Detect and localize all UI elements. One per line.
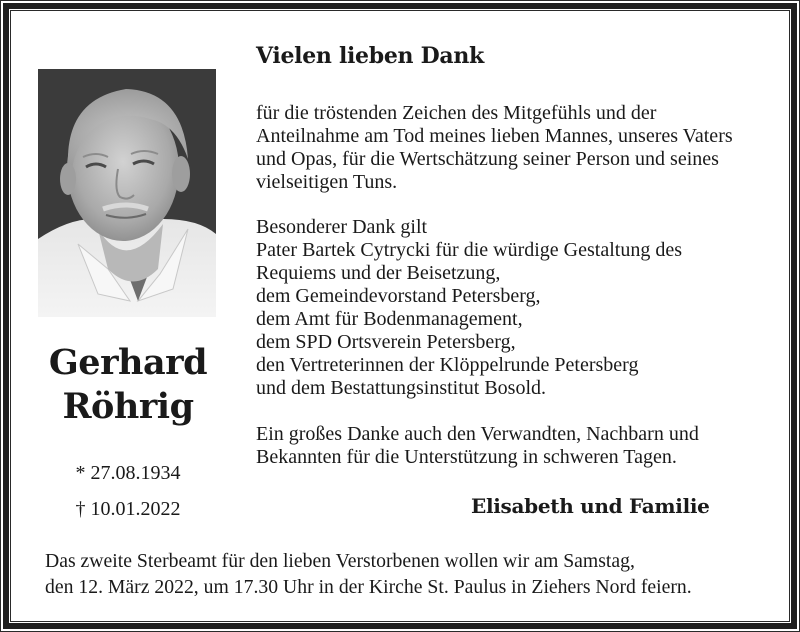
paragraph-line: für die tröstenden Zeichen des Mitgefühls und der	[256, 102, 657, 124]
signature: Elisabeth und Familie	[471, 494, 710, 518]
paragraph-line: und dem Bestattungsinstitut Bosold.	[256, 377, 547, 399]
thanks-paragraph-3	[256, 423, 699, 469]
paragraph-line: und Opas, für die Wertschätzung seiner Person und seines	[256, 148, 719, 170]
paragraph-line: Ein großes Danke auch den Verwandten, Nachbarn und	[256, 423, 699, 445]
portrait-photo	[38, 69, 216, 317]
deceased-last-name: Röhrig	[62, 386, 194, 427]
paragraph-line: Bekannten für die Unterstützung in schweren Tagen.	[256, 446, 677, 468]
footer-line: den 12. März 2022, um 17.30 Uhr in der Kirche St. Paulus in Ziehers Nord feiern.	[45, 576, 692, 598]
paragraph-line: den Vertreterinnen der Klöppelrunde Petersberg	[256, 354, 639, 376]
footer-line: Das zweite Sterbeamt für den lieben Verstorbenen wollen wir am Samstag,	[45, 550, 635, 572]
memorial-service-note	[45, 548, 692, 600]
paragraph-line: dem SPD Ortsverein Petersberg,	[256, 331, 516, 353]
death-date: † 10.01.2022	[75, 498, 181, 520]
paragraph-line: dem Amt für Bodenmanagement,	[256, 308, 523, 330]
thanks-paragraph-2	[256, 216, 682, 400]
portrait-icon	[38, 69, 216, 317]
paragraph-line: Besonderer Dank gilt	[256, 216, 428, 238]
thanks-paragraph-1	[256, 102, 733, 194]
birth-date: * 27.08.1934	[75, 462, 181, 484]
paragraph-line: Anteilnahme am Tod meines lieben Mannes, unseres Vaters	[256, 125, 733, 147]
paragraph-line: dem Gemeindevorstand Petersberg,	[256, 285, 541, 307]
deceased-first-name: Gerhard	[48, 342, 208, 383]
notice-heading: Vielen lieben Dank	[256, 43, 484, 69]
paragraph-line: Pater Bartek Cytrycki für die würdige Gestaltung des	[256, 239, 682, 261]
paragraph-line: Requiems und der Beisetzung,	[256, 262, 501, 284]
paragraph-line: vielseitigen Tuns.	[256, 171, 398, 193]
